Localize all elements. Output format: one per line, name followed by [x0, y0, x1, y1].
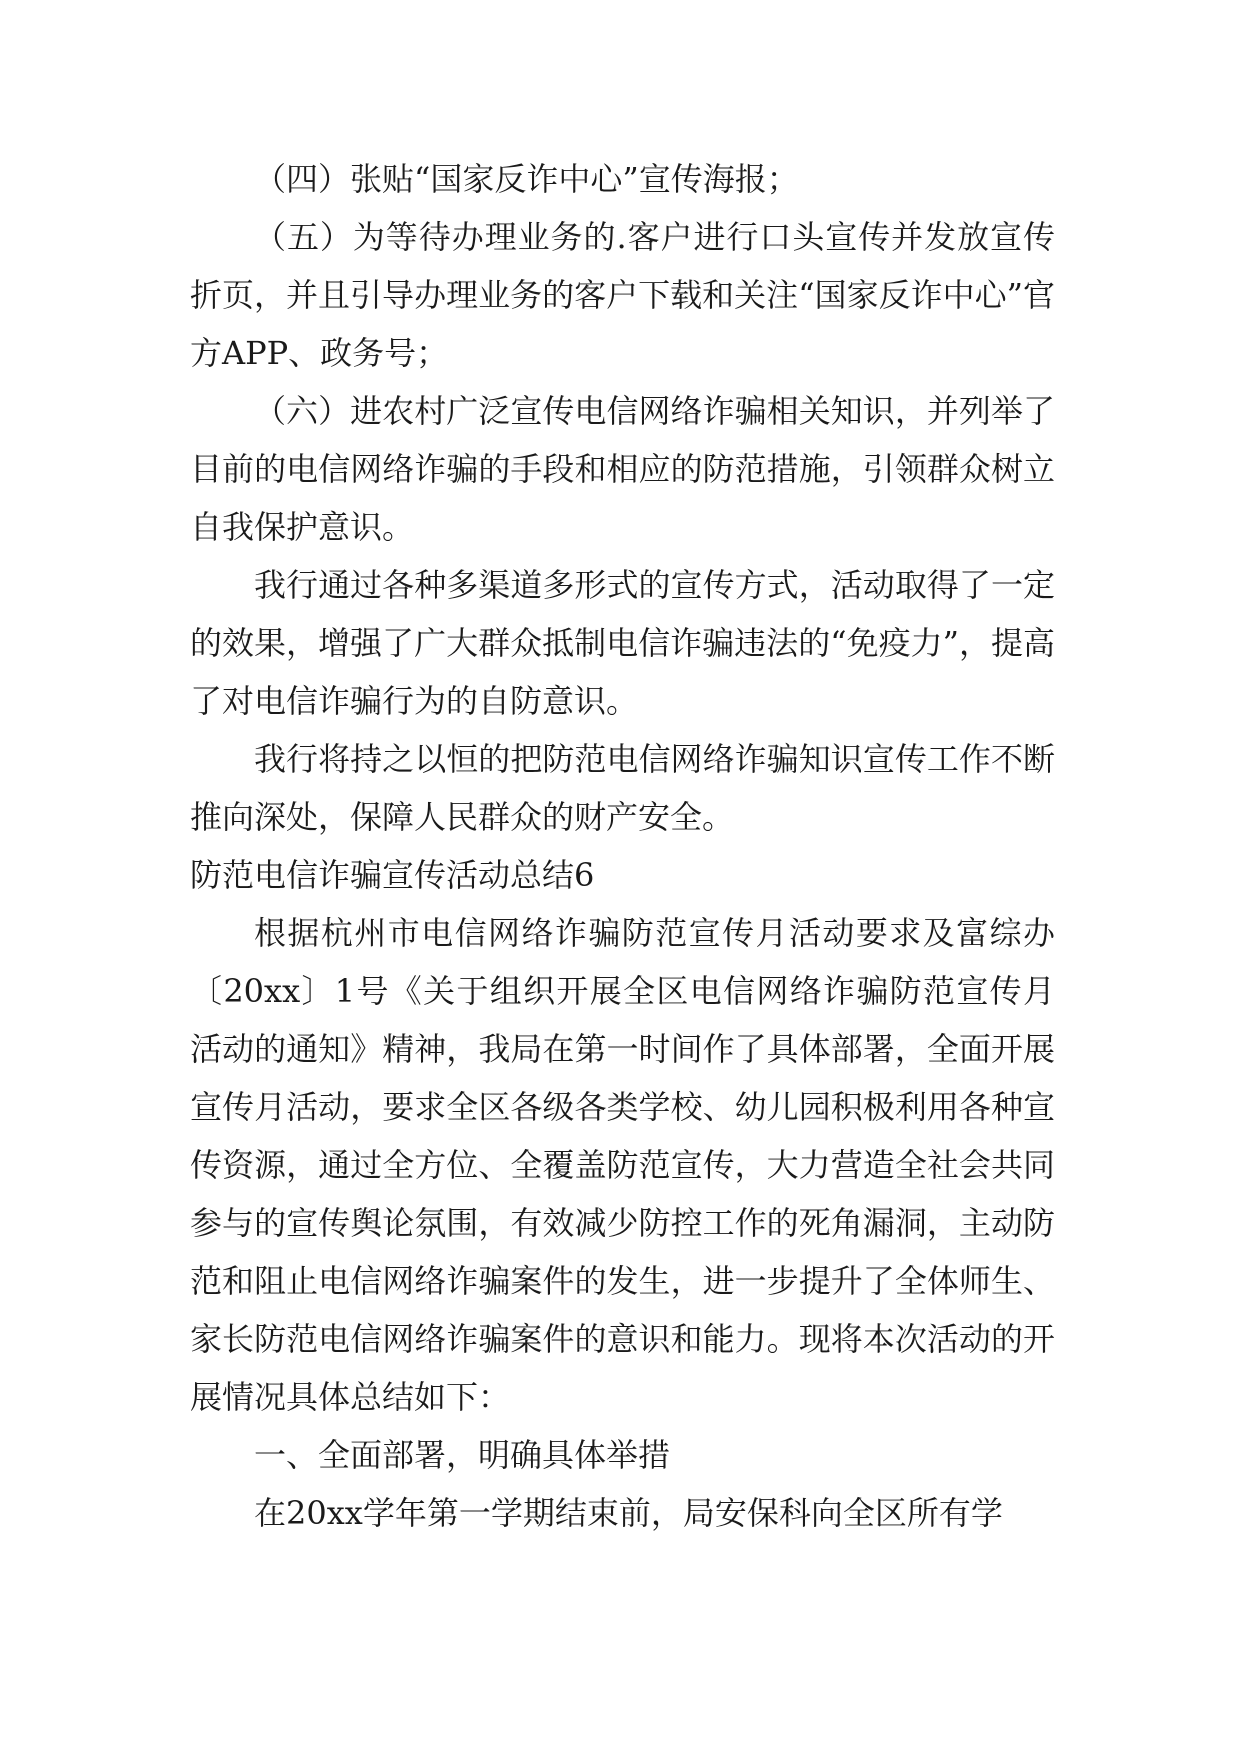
paragraph-summary: 我行通过各种多渠道多形式的宣传方式，活动取得了一定的效果，增强了广大群众抵制电信诈骗违法的“免疫力”，提高了对电信诈骗行为的自防意识。 [190, 566, 1055, 720]
paragraph-subheading: 一、全面部署，明确具体举措 [254, 1436, 671, 1474]
paragraph-intro: 根据杭州市电信网络诈骗防范宣传月活动要求及富综办〔20xx〕1号《关于组织开展全区电信网络诈骗防范宣传月活动的通知》精神，我局在第一时间作了具体部署，全面开展宣传月活动，要求全区各级各类学校、幼儿园积极利用各种宣传资源，通过全方位、全覆盖防范宣传，大力营造全社会共同参与的宣传舆论氛围，有效减少防控工作的死角漏洞，主动防范和阻止电信网络诈骗案件的发生，进一步提升了全体师生、家长防范电信网络诈骗案件的意识和能力。现将本次活动的开展情况具体总结如下： [190, 914, 1055, 1416]
document-body [190, 150, 1055, 1542]
section-title: 防范电信诈骗宣传活动总结6 [190, 856, 595, 894]
paragraph-item-6: （六）进农村广泛宣传电信网络诈骗相关知识，并列举了目前的电信网络诈骗的手段和相应的防范措施，引领群众树立自我保护意识。 [190, 392, 1055, 546]
paragraph-item-5: （五）为等待办理业务的.客户进行口头宣传并发放宣传折页，并且引导办理业务的客户下载和关注“国家反诈中心”官方APP、政务号； [190, 218, 1055, 372]
paragraph-item-4: （四）张贴“国家反诈中心”宣传海报； [254, 160, 799, 198]
paragraph-body: 在20xx学年第一学期结束前，局安保科向全区所有学 [254, 1494, 1003, 1532]
paragraph-conclusion: 我行将持之以恒的把防范电信网络诈骗知识宣传工作不断推向深处，保障人民群众的财产安全。 [190, 740, 1055, 836]
